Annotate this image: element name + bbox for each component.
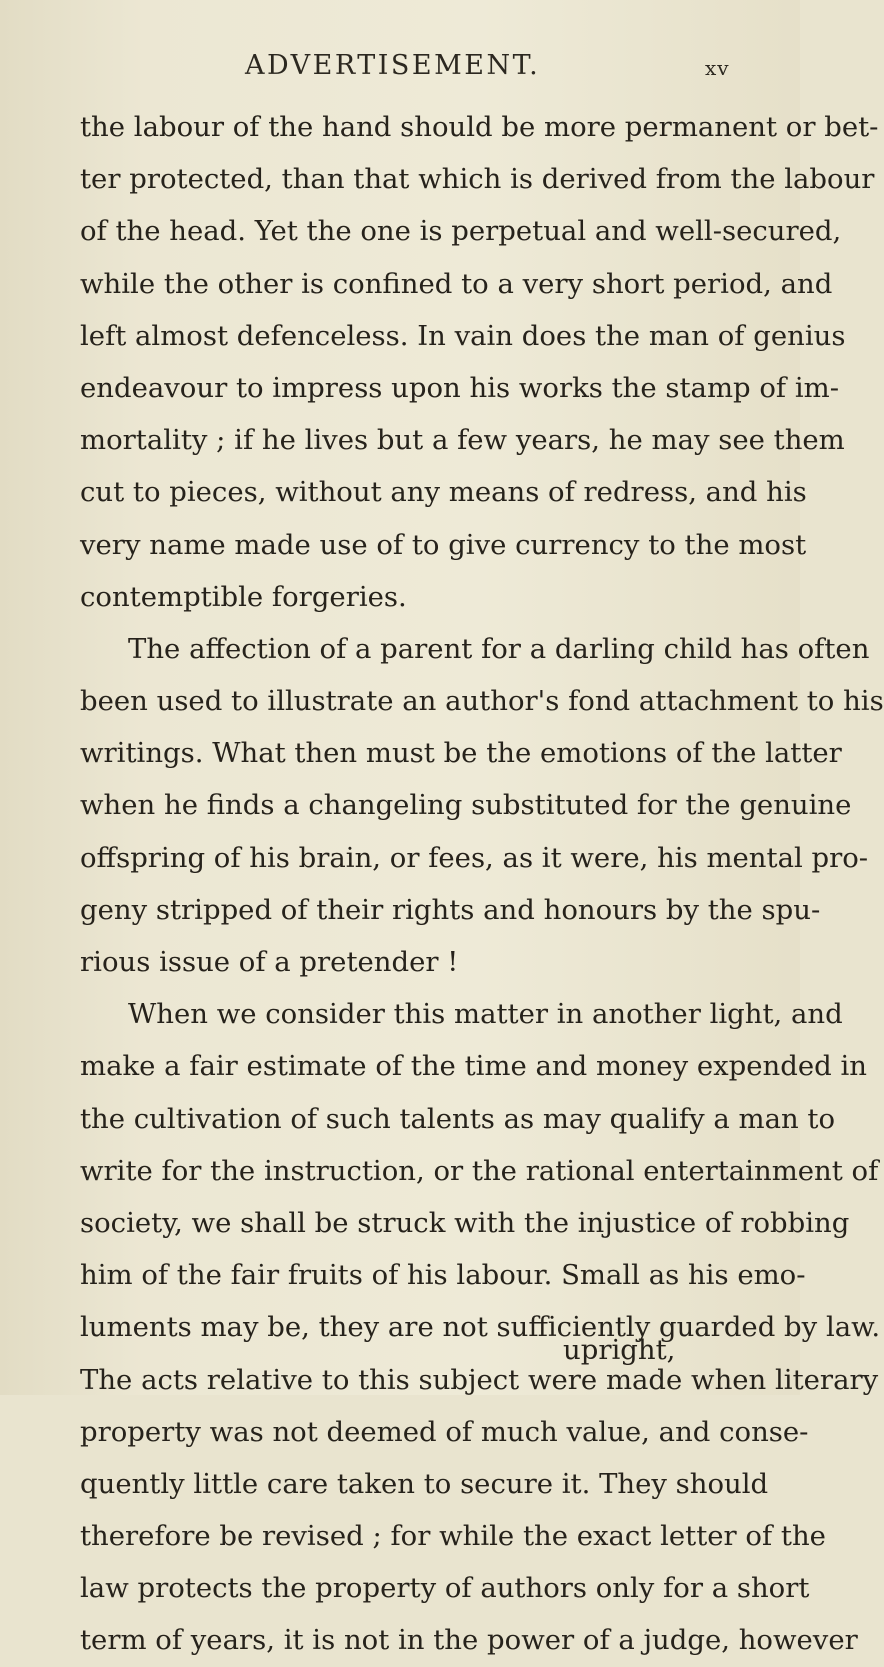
text-line: left almost defenceless. In vain does the man of genius xyxy=(80,319,846,352)
text-line: therefore be revised ; for while the exact letter of the xyxy=(80,1520,826,1553)
text-line: make a fair estimate of the time and money expended in xyxy=(80,1050,867,1083)
text-line: geny stripped of their rights and honours by the spu- xyxy=(80,893,821,926)
text-line: term of years, it is not in the power of a judge, however xyxy=(80,1624,858,1657)
text-line: been used to illustrate an author's fond attachment to his xyxy=(80,685,884,718)
text-line: rious issue of a pretender ! xyxy=(80,946,459,978)
text-line: offspring of his brain, or fees, as it were, his mental pro- xyxy=(80,841,869,874)
text-line: him of the fair fruits of his labour. Small as his emo- xyxy=(80,1259,806,1292)
text-line: the labour of the hand should be more permanent or bet- xyxy=(80,111,879,143)
text-line: writings. What then must be the emotions of the latter xyxy=(80,737,842,770)
text-line: while the other is confined to a very short period, and xyxy=(80,267,833,300)
text-line: the cultivation of such talents as may qualify a man to xyxy=(80,1102,836,1135)
text-line: law protects the property of authors only for a short xyxy=(80,1572,810,1605)
paragraph-start: The affection of a parent for a darling child has often xyxy=(128,632,870,665)
page-number: xv xyxy=(705,56,730,80)
text-line: of the head. Yet the one is perpetual and well-secured, xyxy=(80,215,842,248)
text-line: property was not deemed of much value, and conse- xyxy=(80,1415,809,1448)
text-line: very name made use of to give currency to the most xyxy=(80,528,807,561)
text-line: society, we shall be struck with the injustice of robbing xyxy=(80,1206,850,1239)
text-line: contemptible forgeries. xyxy=(80,580,407,613)
paragraph-start: When we consider this matter in another light, and xyxy=(128,998,843,1031)
running-title: ADVERTISEMENT. xyxy=(245,50,541,81)
text-line: luments may be, they are not sufficiently guarded by law. xyxy=(80,1311,881,1344)
text-line: quently little care taken to secure it. They should xyxy=(80,1467,769,1500)
catchword: upright, xyxy=(563,1334,676,1366)
body-text xyxy=(80,101,884,1667)
text-line: cut to pieces, without any means of redress, and his xyxy=(80,476,807,509)
text-line: write for the instruction, or the rational entertainment of xyxy=(80,1154,879,1187)
running-head xyxy=(0,50,800,92)
text-line: mortality ; if he lives but a few years, he may see them xyxy=(80,424,845,457)
text-line: ter protected, than that which is derived from the labour xyxy=(80,163,875,196)
text-line: when he finds a changeling substituted for the genuine xyxy=(80,789,852,822)
text-line: The acts relative to this subject were made when literary xyxy=(80,1363,879,1396)
text-line: endeavour to impress upon his works the stamp of im- xyxy=(80,371,840,404)
